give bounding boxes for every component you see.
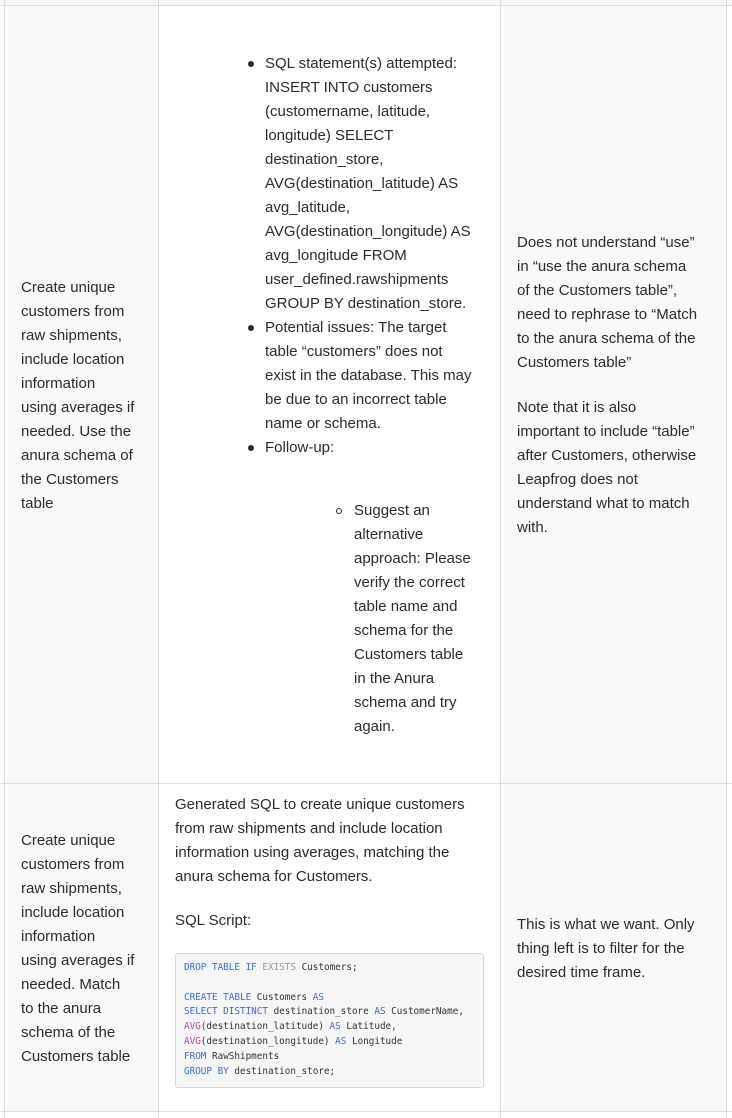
grid-line [0,783,732,784]
code-text: Customers [256,991,308,1003]
grid-line [500,0,501,1118]
sub-bullet-line: schema and try [354,694,457,711]
prompt-line: customers from [21,303,125,320]
code-keyword: FROM [184,1050,207,1062]
bullet-icon [248,445,254,451]
code-keyword: AS [374,1006,386,1018]
comment-line: of the Customers table”, [517,282,678,299]
comment-line: important to include “table” [517,423,695,440]
prompt-line: the Customers [21,471,119,488]
bullet-icon [248,325,254,331]
sql-code-block [175,953,484,1088]
sub-bullet-line: again. [354,718,395,735]
prompt-line: using averages if [21,952,135,969]
code-keyword: GROUP BY [184,1065,229,1077]
prompt-line: information [21,928,96,945]
prompt-line: schema of the [21,1024,116,1041]
prompt-line: Customers table [21,1048,131,1065]
code-keyword: AS [335,1035,347,1047]
code-text: Longitude [351,1035,403,1047]
code-keyword: DROP TABLE IF [184,962,257,973]
comment-line: Does not understand “use” [517,234,695,251]
bullet-line: SQL statement(s) attempted: [265,55,458,72]
sub-bullet-line: verify the correct [354,574,465,591]
prompt-line: include location [21,351,125,368]
grid-line [158,0,159,1118]
code-keyword: EXISTS [262,962,296,973]
bullet-line: user_defined.rawshipments [265,271,449,288]
comment-line: desired time frame. [517,964,646,981]
sub-bullet-icon [336,508,342,514]
prompt-line: needed. Match [21,976,121,993]
bullet-line: INSERT INTO customers [265,79,433,96]
code-keyword: AS [312,991,324,1003]
comment-line: Leapfrog does not [517,471,638,488]
code-keyword: AS [329,1021,341,1033]
bullet-line: destination_store, [265,151,384,168]
sub-bullet-line: in the Anura [354,670,435,687]
intro-line: from raw shipments and include location [175,820,443,837]
comment-line: after Customers, otherwise [517,447,697,464]
prompt-line: using averages if [21,399,135,416]
bullet-line: AVG(destination_latitude) AS [265,175,459,192]
prompt-line: anura schema of [21,447,133,464]
comment-line: in “use the anura schema [517,258,687,275]
comment-line: with. [517,519,548,536]
code-function: AVG [184,1021,201,1033]
sub-bullet-line: table name and [354,598,458,615]
bullet-line: avg_longitude FROM [265,247,407,264]
code-keyword: SELECT DISTINCT [184,1006,268,1018]
sub-bullet-line: schema for the [354,622,454,639]
code-function: AVG [184,1035,201,1047]
intro-line: information using averages, matching the [175,844,450,861]
code-keyword: CREATE TABLE [184,991,252,1003]
code-text: RawShipments [212,1050,280,1062]
prompt-line: needed. Use the [21,423,132,440]
sub-bullet-line: approach: Please [354,550,471,567]
bullet-line: GROUP BY destination_store. [265,295,467,312]
grid-line [4,0,5,1118]
prompt-line: table [21,495,54,512]
prompt-line: information [21,375,96,392]
comment-line: Note that it is also [517,399,637,416]
grid-line [0,5,732,6]
bullet-line: exist in the database. This may [265,367,472,384]
bullet-line: (customername, latitude, [265,103,431,120]
prompt-line: to the anura [21,1000,102,1017]
sub-bullet-line: Suggest an [354,502,430,519]
prompt-line: customers from [21,856,125,873]
bullet-line: longitude) SELECT [265,127,394,144]
bullet-line: Potential issues: The target [265,319,447,336]
prompt-line: raw shipments, [21,327,122,344]
comment-line: Customers table” [517,354,632,371]
code-text: Latitude, [346,1021,397,1033]
prompt-line: Create unique [21,279,116,296]
prompt-line: Create unique [21,832,116,849]
prompt-line: raw shipments, [21,880,122,897]
code-text: (destination_longitude) [200,1035,330,1047]
comment-line: to the anura schema of the [517,330,696,347]
code-text: CustomerName, [391,1006,464,1018]
sub-bullet-line: alternative [354,526,424,543]
bullet-line: table “customers” does not [265,343,443,360]
intro-line: Generated SQL to create unique customers [175,796,465,813]
prompt-line: include location [21,904,125,921]
code-text: destination_store [273,1006,369,1018]
bullet-line: be due to an incorrect table [265,391,447,408]
comment-line: This is what we want. Only [517,916,695,933]
row1-comment-cell [500,6,727,783]
bullet-icon [248,61,254,67]
script-label: SQL Script: [175,912,252,929]
comment-line: understand what to match [517,495,690,512]
bullet-line: Follow-up: [265,439,335,456]
bullet-line: AVG(destination_longitude) AS [265,223,471,240]
comment-line: thing left is to filter for the [517,940,685,957]
code-text: destination_store; [234,1065,336,1077]
grid-line [0,1111,732,1112]
grid-line [726,0,727,1118]
sub-bullet-line: Customers table [354,646,464,663]
comment-line: need to rephrase to “Match [517,306,698,323]
code-text: Customers; [301,962,358,973]
bullet-line: avg_latitude, [265,199,351,216]
intro-line: anura schema for Customers. [175,868,373,885]
code-text: (destination_latitude) [200,1021,324,1033]
bullet-line: name or schema. [265,415,381,432]
